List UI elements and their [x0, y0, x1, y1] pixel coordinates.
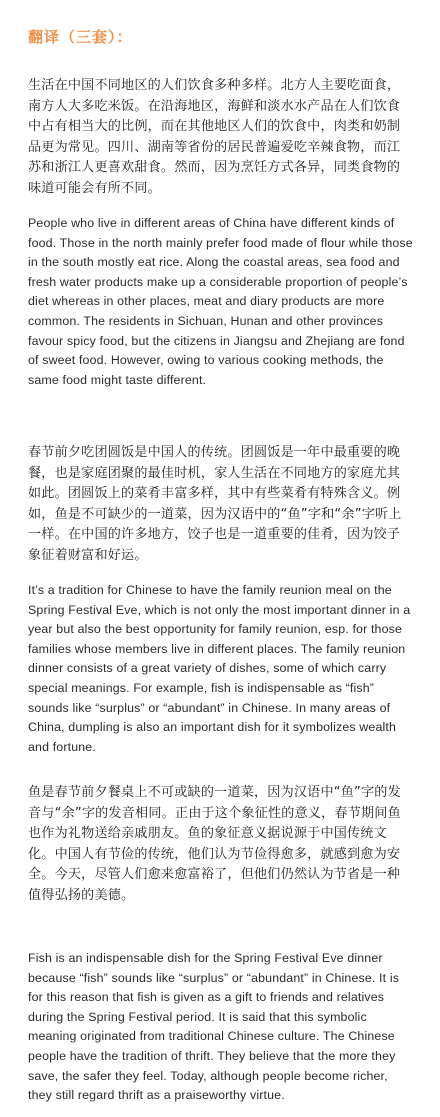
- paragraph-zh-2: 春节前夕吃团圆饭是中国人的传统。团圆饭是一年中最重要的晚餐，也是家庭团聚的最佳时机，家人生活在不同地方的家庭尤其如此。团圆饭上的菜肴丰富多样，其中有些菜肴有特殊含义。例如，鱼是不可缺少的一道菜，因为汉语中的“鱼”字和“余”字听上一样。在中国的许多地方，饺子也是一道重要的佳肴，因为饺子象征着财富和好运。: [28, 445, 402, 563]
- paragraph-zh-3: 鱼是春节前夕餐桌上不可或缺的一道菜，因为汉语中“鱼”字的发音与“余”字的发音相同。正由于这个象征性的意义，春节期间鱼也作为礼物送给亲戚朋友。鱼的象征意义据说源于中国传统文化。中国人有节俭的传统，他们认为节俭得愈多，就感到愈为安全。今天，尽管人们愈来愈富裕了，但他们仍然认为节省是一种值得弘扬的美德。: [28, 785, 401, 903]
- paragraph-en-1: People who live in different areas of China have different kinds of food. Those in the north mainly prefer food made of flour while those in the south mostly eat rice. Along the coastal areas, sea food and fresh water products make up a considerable proportion of people’s diet whereas in other places, meat and diary products are more common. The residents in Sichuan, Hunan and other provinces favour spicy food, but the citizens in Jiangsu and Zhejiang are fond of sweet food. However, owing to various cooking methods, the same food might taste different.: [28, 216, 413, 387]
- paragraph-zh-1: 生活在中国不同地区的人们饮食多种多样。北方人主要吃面食，南方人大多吃米饭。在沿海地区，海鲜和淡水水产品在人们饮食中占有相当大的比例，而在其他地区人们的饮食中，肉类和奶制品更为常见。四川、湖南等省份的居民普遍爱吃辛辣食物，而江苏和浙江人更喜欢甜食。然而，因为烹饪方式各异，同类食物的味道可能会有所不同。: [28, 78, 401, 196]
- paragraph-en-2: It’s a tradition for Chinese to have the family reunion meal on the Spring Festival Eve, which is not only the most important dinner in a year but also the best opportunity for family reunion, esp. for those families whose members live in different places. The family reunion dinner consists of a great variety of dishes, some of which carry special meanings. For example, fish is indispensable as “fish” sounds like “surplus” or “abundant” in Chinese. In many areas of China, dumpling is also an important dish for it symbolizes wealth and fortune.: [28, 583, 411, 754]
- section-heading: 翻译（三套）：: [28, 28, 133, 46]
- paragraph-en-3: Fish is an indispensable dish for the Spring Festival Eve dinner because “fish” sounds like “surplus” or “abundant” in Chinese. It is for this reason that fish is given as a gift to friends and relatives during the Spring Festival period. It is said that this symbolic meaning originated from traditional Chinese culture. The Chinese people have the tradition of thrift. They believe that the more they save, the safer they feel. Today, although people become richer, they still regard thrift as a praiseworthy virtue.: [28, 951, 400, 1103]
